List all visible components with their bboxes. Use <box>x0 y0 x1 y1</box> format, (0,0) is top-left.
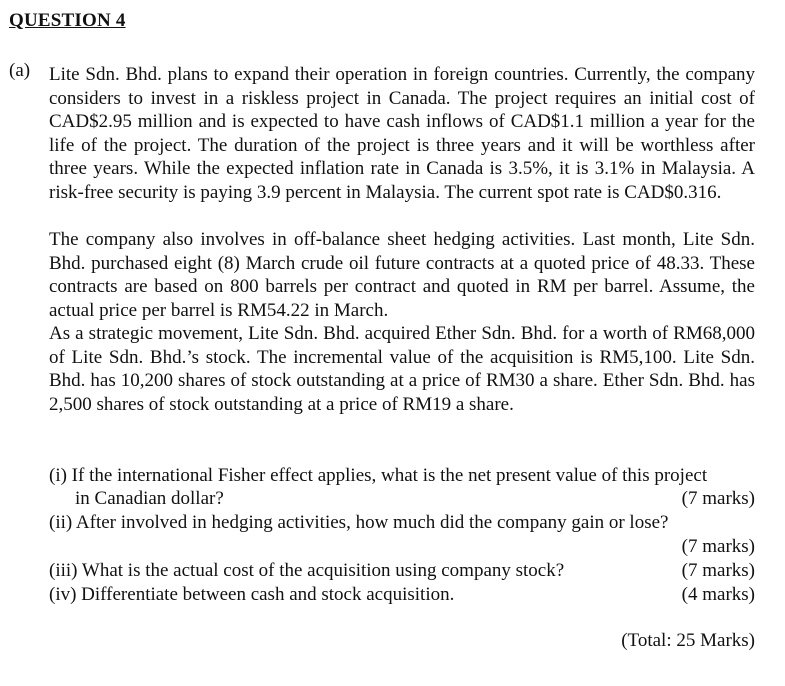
sub-question-iv: (iv) Differentiate between cash and stock acquisition. <box>49 584 455 605</box>
sub-question-ii: (ii) After involved in hedging activities, how much did the company gain or lose? <box>49 512 669 533</box>
paragraph-acquisition: As a strategic movement, Lite Sdn. Bhd. acquired Ether Sdn. Bhd. for a worth of RM68,000 of Lite Sdn. Bhd.’s stock. The incremental value of the acquisition is RM5,100. Lite Sdn. Bhd. has 10,200 shares of stock outstanding at a price of RM30 a share. Ether Sdn. Bhd. has 2,500 shares of stock outstanding at a price of RM19 a share. <box>49 323 755 415</box>
sub-question-iii: (iii) What is the actual cost of the acquisition using company stock? <box>49 560 565 581</box>
marks-iv: (4 marks) <box>681 584 755 605</box>
marks-i: (7 marks) <box>681 488 755 509</box>
question-heading: QUESTION 4 <box>9 10 126 31</box>
sub-question-i: (i) If the international Fisher effect applies, what is the net present value of this project <box>49 465 708 486</box>
total-marks: (Total: 25 Marks) <box>621 630 755 651</box>
paragraph-project: Lite Sdn. Bhd. plans to expand their operation in foreign countries. Currently, the company considers to invest in a riskless project in Canada. The project requires an initial cost of CAD$2.95 million and is expected to have cash inflows of CAD$1.1 million a year for the life of the project. The duration of the project is three years and it will be worthless after three years. While the expected inflation rate in Canada is 3.5%, it is 3.1% in Malaysia. A risk-free security is paying 3.9 percent in Malaysia. The current spot rate is CAD$0.316. <box>49 64 755 203</box>
part-label: (a) <box>9 60 31 81</box>
sub-question-i-continued: in Canadian dollar? <box>75 488 224 509</box>
marks-iii: (7 marks) <box>681 560 755 581</box>
marks-ii: (7 marks) <box>681 536 755 557</box>
paragraph-hedging: The company also involves in off-balance sheet hedging activities. Last month, Lite Sdn. Bhd. purchased eight (8) March crude oil future contracts at a quoted price of 48.33. These contracts are based on 800 barrels per contract and quoted in RM per barrel. Assume, the actual price per barrel is RM54.22 in March. <box>49 229 755 321</box>
